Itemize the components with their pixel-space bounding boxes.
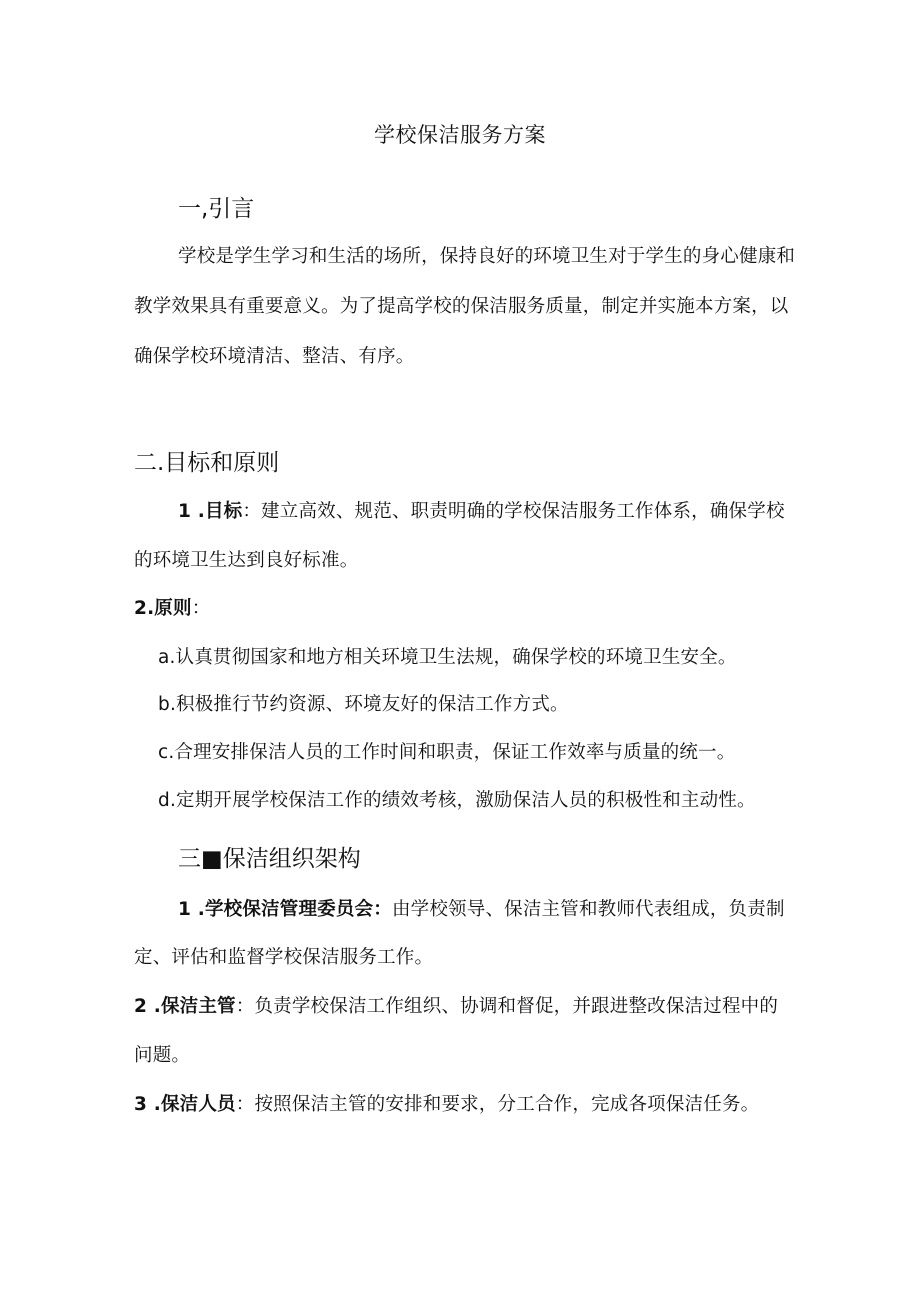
org-item-2-line-1 [134,994,778,1020]
principle-item-a: a.认真贯彻国家和地方相关环境卫生法规，确保学校的环境卫生安全。 [158,647,737,668]
org-item-3-label: 3 .保洁人员 [134,1094,236,1115]
goal-text-1: ：建立高效、规范、职责明确的学校保洁服务工作体系，确保学校 [242,501,785,522]
org-item-1-text-1: 由学校领导、保洁主管和教师代表组成，负责制 [391,899,785,920]
org-item-1-label: 1 .学校保洁管理委员会： [178,899,392,920]
org-item-1-line-2: 定、评估和监督学校保洁服务工作。 [134,947,434,968]
goal-line-2: 的环境卫生达到良好标准。 [134,550,359,571]
principle-item-c: c.合理安排保洁人员的工作时间和职责，保证工作效率与质量的统一。 [158,742,736,763]
principle-line [134,596,210,622]
principle-label: 2.原则 [134,598,192,619]
goal-line-1 [178,499,785,525]
principle-item-d: d.定期开展学校保洁工作的绩效考核，激励保洁人员的积极性和主动性。 [158,790,756,811]
org-item-2-line-2: 问题。 [134,1045,191,1066]
intro-paragraph-line-2: 教学效果具有重要意义。为了提高学校的保洁服务质量，制定并实施本方案，以 [134,296,789,317]
principle-item-b: b.积极推行节约资源、环境友好的保洁工作方式。 [158,694,569,715]
org-item-2-text-1: ：负责学校保洁工作组织、协调和督促，并跟进整改保洁过程中的 [235,996,779,1017]
goal-label: 1 .目标 [178,501,243,522]
org-item-3-line-1 [134,1092,759,1118]
org-item-2-label: 2 .保洁主管 [134,996,236,1017]
section-heading-organization: 三■保洁组织架构 [178,846,361,872]
org-item-1-line-1 [178,897,785,923]
intro-paragraph-line-1: 学校是学生学习和生活的场所，保持良好的环境卫生对于学生的身心健康和 [178,246,796,267]
intro-paragraph-line-3: 确保学校环境清洁、整洁、有序。 [134,346,415,367]
document-title: 学校保洁服务方案 [374,123,546,147]
principle-text: ： [191,598,211,619]
org-item-3-text-1: ：按照保洁主管的安排和要求，分工合作，完成各项保洁任务。 [235,1094,760,1115]
section-heading-intro: 一,引言 [178,196,255,222]
section-heading-goals: 二.目标和原则 [134,450,280,476]
